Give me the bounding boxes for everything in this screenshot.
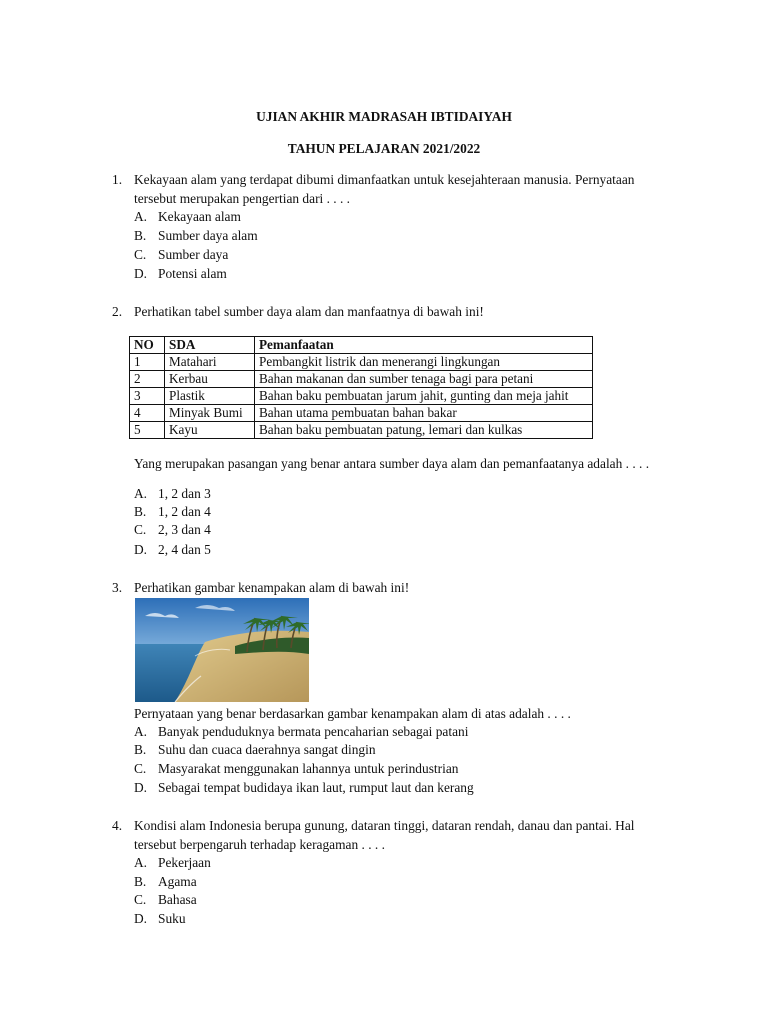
option-text: Pekerjaan (158, 855, 211, 870)
table-row (130, 422, 593, 439)
option-text: Suhu dan cuaca daerahnya sangat dingin (158, 742, 376, 757)
question-text: Kondisi alam Indonesia berupa gunung, dataran tinggi, dataran rendah, danau dan pantai. Hal (134, 818, 635, 833)
option-letter: A. (134, 209, 148, 224)
academic-year: TAHUN PELAJARAN 2021/2022 (287, 141, 481, 156)
table-cell: Plastik (165, 388, 255, 405)
option-text: 2, 3 dan 4 (158, 522, 211, 537)
option-letter: D. (134, 911, 148, 926)
option-letter: A. (134, 486, 148, 501)
option-text: 1, 2 dan 4 (158, 504, 211, 519)
column-header: Pemanfaatan (255, 337, 593, 354)
question-number: 3. (112, 580, 123, 595)
option-text: Bahasa (158, 892, 197, 907)
table-cell: Bahan utama pembuatan bahan bakar (255, 405, 593, 422)
table-row (130, 371, 593, 388)
question-text: tersebut berpengaruh terhadap keragaman . . . . (134, 837, 385, 852)
table-header-row (130, 337, 593, 354)
option-letter: B. (134, 742, 147, 757)
column-header: NO (130, 337, 165, 354)
question-text: Pernyataan yang benar berdasarkan gambar kenampakan alam di atas adalah . . . . (134, 706, 571, 721)
option-text: Banyak penduduknya bermata pencaharian sebagai patani (158, 724, 469, 739)
table-cell: Pembangkit listrik dan menerangi lingkungan (255, 354, 593, 371)
table-cell: 1 (130, 354, 165, 371)
option-letter: C. (134, 522, 147, 537)
table-cell: 4 (130, 405, 165, 422)
question-number: 1. (112, 172, 123, 187)
option-text: Agama (158, 874, 197, 889)
question-number: 4. (112, 818, 123, 833)
question-text: Kekayaan alam yang terdapat dibumi dimanfaatkan untuk kesejahteraan manusia. Pernyataan (134, 172, 635, 187)
table-cell: Matahari (165, 354, 255, 371)
question-text: tersebut merupakan pengertian dari . . . . (134, 191, 351, 206)
option-text: Masyarakat menggunakan lahannya untuk perindustrian (158, 761, 459, 776)
option-letter: D. (134, 542, 148, 557)
option-letter: C. (134, 761, 147, 776)
option-text: Suku (158, 911, 186, 926)
option-letter: C. (134, 892, 147, 907)
option-text: Sebagai tempat budidaya ikan laut, rumput laut dan kerang (158, 780, 474, 795)
column-header: SDA (165, 337, 255, 354)
option-letter: D. (134, 266, 148, 281)
option-letter: B. (134, 228, 147, 243)
option-letter: B. (134, 874, 147, 889)
option-letter: B. (134, 504, 147, 519)
option-text: Kekayaan alam (158, 209, 241, 224)
table-cell: 3 (130, 388, 165, 405)
option-text: 1, 2 dan 3 (158, 486, 211, 501)
option-letter: A. (134, 855, 148, 870)
option-text: Potensi alam (158, 266, 227, 281)
table-cell: Minyak Bumi (165, 405, 255, 422)
option-text: Sumber daya (158, 247, 229, 262)
table-cell: 2 (130, 371, 165, 388)
table-cell: Bahan baku pembuatan jarum jahit, gunting dan meja jahit (255, 388, 593, 405)
table-cell: Kerbau (165, 371, 255, 388)
table-row (130, 354, 593, 371)
option-text: 2, 4 dan 5 (158, 542, 211, 557)
question-number: 2. (112, 304, 123, 319)
sda-table (129, 336, 593, 439)
option-letter: D. (134, 780, 148, 795)
table-row (130, 388, 593, 405)
question-text: Perhatikan tabel sumber daya alam dan manfaatnya di bawah ini! (134, 304, 484, 319)
table-cell: Kayu (165, 422, 255, 439)
question-text: Yang merupakan pasangan yang benar antara sumber daya alam dan pemanfaatanya adalah . . . . (134, 456, 650, 471)
option-letter: A. (134, 724, 148, 739)
option-letter: C. (134, 247, 147, 262)
table-cell: Bahan makanan dan sumber tenaga bagi para petani (255, 371, 593, 388)
exam-title: UJIAN AKHIR MADRASAH IBTIDAIYAH (256, 109, 512, 124)
question-text: Perhatikan gambar kenampakan alam di bawah ini! (134, 580, 410, 595)
option-text: Sumber daya alam (158, 228, 258, 243)
beach-image (135, 598, 309, 702)
table-cell: 5 (130, 422, 165, 439)
table-cell: Bahan baku pembuatan patung, lemari dan kulkas (255, 422, 593, 439)
table-row (130, 405, 593, 422)
